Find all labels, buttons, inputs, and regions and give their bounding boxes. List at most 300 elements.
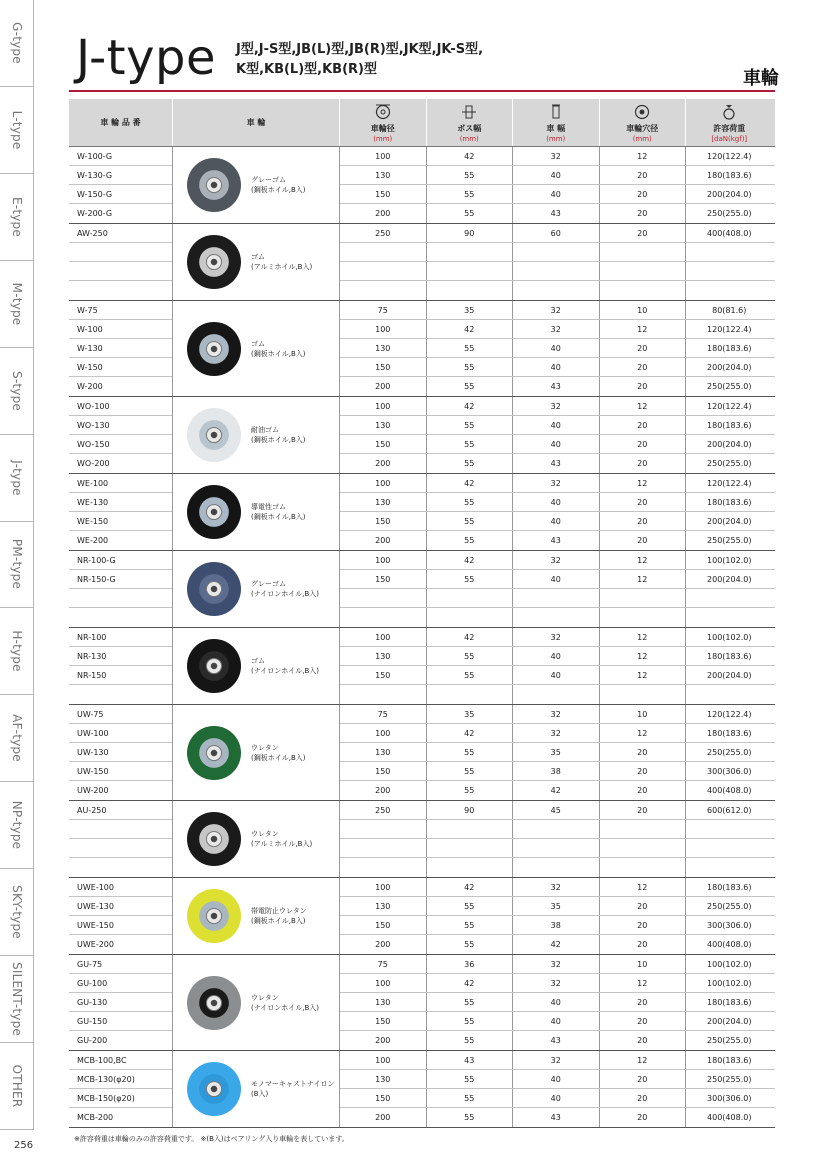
- boss-width-value: 43: [427, 1051, 514, 1069]
- load-value: 120(122.4): [707, 401, 752, 411]
- wheel-width-value: 32: [513, 878, 600, 896]
- wheel-icon: [185, 560, 243, 618]
- table-row: [340, 204, 775, 223]
- bore-value: 12: [600, 320, 687, 338]
- product-code: WE-100: [69, 474, 172, 493]
- wheel-width-value: [513, 858, 600, 877]
- bore-value: 20: [600, 339, 687, 357]
- table-row: [340, 916, 775, 935]
- product-code: W-130-G: [69, 166, 172, 185]
- bore-value: 12: [600, 1051, 687, 1069]
- load-value: 250(255.0): [707, 459, 752, 468]
- table-row: [340, 1031, 775, 1050]
- wheel-width-value: 40: [513, 358, 600, 376]
- hub-type-label: (ナイロンホイル,B入): [251, 667, 319, 675]
- product-group: [69, 801, 775, 878]
- product-code: W-200: [77, 382, 103, 391]
- diameter-value: 250: [340, 801, 427, 819]
- load-capacity-icon: [721, 104, 737, 120]
- bore-value: 10: [600, 301, 687, 319]
- wheel-icon: [185, 637, 243, 695]
- side-tab[interactable]: H-type: [0, 608, 34, 695]
- bore-value: 20: [600, 762, 687, 780]
- boss-width-value: [427, 820, 514, 838]
- wheel-width-value: 32: [513, 955, 600, 973]
- side-tab[interactable]: G-type: [0, 0, 34, 87]
- diameter-value: 100: [340, 974, 427, 992]
- load-value: [686, 281, 773, 300]
- diameter-value: 150: [340, 570, 427, 588]
- load-value: 180(183.6): [707, 343, 752, 353]
- bore-value: 20: [600, 204, 687, 223]
- boss-width-value: [427, 858, 514, 877]
- type-list-line1: J型,J-S型,JB(L)型,JB(R)型,JK型,JK-S型,: [236, 42, 484, 57]
- side-tab[interactable]: PM-type: [0, 522, 34, 609]
- product-code: UW-100: [69, 724, 172, 743]
- table-row: [340, 551, 775, 570]
- table-row: [340, 493, 775, 512]
- bore-value: [600, 589, 687, 607]
- product-code: UW-150: [69, 762, 172, 781]
- boss-width-value: 55: [427, 512, 514, 530]
- product-group: [69, 628, 775, 705]
- wheel-width-value: [513, 839, 600, 857]
- wheel-icon: [185, 974, 243, 1032]
- table-row: [340, 339, 775, 358]
- load-value: 180(183.6): [707, 728, 752, 738]
- diameter-value: 100: [340, 1051, 427, 1069]
- diameter-value: [340, 608, 427, 627]
- table-row: [340, 416, 775, 435]
- product-group: [69, 1051, 775, 1128]
- product-code: GU-130: [69, 993, 172, 1012]
- product-code: UWE-200: [77, 940, 114, 949]
- boss-width-value: 42: [427, 397, 514, 415]
- side-tab[interactable]: NP-type: [0, 782, 34, 869]
- load-value: [686, 839, 773, 857]
- wheel-icon: [185, 320, 243, 378]
- product-code: WE-130: [69, 493, 172, 512]
- wheel-width-value: 32: [513, 320, 600, 338]
- wheel-photo-cell: [173, 301, 340, 396]
- table-row: [340, 897, 775, 916]
- load-value: [686, 262, 773, 280]
- bore-value: 12: [600, 147, 687, 165]
- table-row: [340, 628, 775, 647]
- load-value: 600(612.0): [707, 805, 752, 815]
- bore-value: 20: [600, 1070, 687, 1088]
- product-code: WO-150: [69, 435, 172, 454]
- boss-width-value: 35: [427, 705, 514, 723]
- page-number: 256: [14, 1140, 34, 1151]
- wheel-photo-cell: [173, 474, 340, 550]
- load-value: [686, 243, 773, 261]
- wheel-icon: [185, 887, 243, 945]
- diameter-value: 150: [340, 1012, 427, 1030]
- diameter-value: 150: [340, 666, 427, 684]
- load-value: 250(255.0): [707, 1074, 752, 1084]
- hub-type-label: (鋼板ホイル,B入): [251, 349, 306, 358]
- diameter-value: 100: [340, 878, 427, 896]
- diameter-value: 130: [340, 993, 427, 1011]
- boss-width-value: 55: [427, 185, 514, 203]
- table-row: [340, 397, 775, 416]
- hub-type-label: (鋼板ホイル,B入): [251, 513, 306, 521]
- product-code: UWE-150: [69, 916, 172, 935]
- product-code: [69, 243, 172, 262]
- product-code: UWE-130: [69, 897, 172, 916]
- section-label: 車輪: [743, 68, 779, 89]
- diameter-value: 150: [340, 916, 427, 934]
- product-code: W-150-G: [69, 185, 172, 204]
- table-row: [340, 147, 775, 166]
- boss-width-value: 55: [427, 435, 514, 453]
- product-code: W-100: [69, 320, 172, 339]
- diameter-value: 75: [340, 301, 427, 319]
- wheel-photo-cell: [173, 878, 340, 954]
- bore-value: [600, 839, 687, 857]
- product-code: [69, 685, 172, 704]
- load-value: 120(122.4): [707, 709, 752, 719]
- diameter-value: 100: [340, 474, 427, 492]
- load-value: 180(183.6): [707, 882, 752, 892]
- bore-value: [600, 685, 687, 704]
- table-row: [340, 243, 775, 262]
- side-tab[interactable]: M-type: [0, 261, 34, 348]
- bore-value: 20: [600, 916, 687, 934]
- load-value: 180(183.6): [707, 651, 752, 661]
- boss-width-value: 55: [427, 762, 514, 780]
- material-label: ウレタン: [251, 993, 279, 1002]
- wheel-width-value: 40: [513, 570, 600, 588]
- load-value: 250(255.0): [707, 1036, 752, 1045]
- col-code: 車 輪 品 番: [69, 99, 173, 146]
- bore-value: 12: [600, 878, 687, 896]
- product-group: [69, 551, 775, 628]
- table-row: [340, 1070, 775, 1089]
- product-code: GU-100: [69, 974, 172, 993]
- wheel-width-value: 40: [513, 993, 600, 1011]
- product-code: W-130: [69, 339, 172, 358]
- boss-width-value: 55: [427, 1089, 514, 1107]
- table-row: [340, 858, 775, 877]
- boss-width-value: 42: [427, 474, 514, 492]
- bore-value: 20: [600, 781, 687, 800]
- table-body: [69, 147, 775, 1128]
- hub-type-label: (アルミホイル,B入): [251, 840, 313, 848]
- side-tab[interactable]: SILENT-type: [0, 956, 34, 1043]
- material-label: ゴム: [251, 657, 265, 665]
- table-row: [340, 358, 775, 377]
- bore-value: 12: [600, 724, 687, 742]
- diameter-value: 150: [340, 512, 427, 530]
- side-tab[interactable]: SKY-type: [0, 869, 34, 956]
- diameter-value: 130: [340, 1070, 427, 1088]
- hub-type-label: (鋼板ホイル,B入): [251, 436, 306, 444]
- boss-width-value: 55: [427, 781, 514, 800]
- material-label: 耐油ゴム: [251, 426, 279, 434]
- boss-width-value: 55: [427, 1108, 514, 1127]
- load-value: 180(183.6): [707, 420, 752, 430]
- product-group: [69, 878, 775, 955]
- diameter-value: 75: [340, 955, 427, 973]
- table-row: [340, 878, 775, 897]
- material-label: ゴム: [251, 339, 265, 348]
- hub-type-label: (鋼板ホイル,B入): [251, 186, 306, 194]
- boss-width-value: 42: [427, 628, 514, 646]
- table-row: [340, 435, 775, 454]
- boss-width-value: 55: [427, 935, 514, 954]
- wheel-icon: [185, 156, 243, 214]
- boss-width-value: 90: [427, 801, 514, 819]
- wheel-width-value: 42: [513, 781, 600, 800]
- diameter-value: 150: [340, 185, 427, 203]
- table-row: [340, 1012, 775, 1031]
- bore-value: 20: [600, 1012, 687, 1030]
- diameter-value: 150: [340, 358, 427, 376]
- diameter-value: [340, 685, 427, 704]
- diameter-value: 75: [340, 705, 427, 723]
- side-tab[interactable]: L-type: [0, 87, 34, 174]
- diameter-value: 130: [340, 743, 427, 761]
- bore-value: [600, 820, 687, 838]
- boss-width-value: 55: [427, 531, 514, 550]
- product-code: WO-100: [69, 397, 172, 416]
- wheel-width-value: [513, 685, 600, 704]
- product-code: MCB-150(φ20): [69, 1089, 172, 1108]
- load-value: 120(122.4): [707, 151, 752, 161]
- load-value: 180(183.6): [707, 997, 752, 1007]
- bore-value: 20: [600, 358, 687, 376]
- wheel-width-value: 40: [513, 339, 600, 357]
- boss-width-value: 55: [427, 377, 514, 396]
- wheel-width-value: [513, 820, 600, 838]
- product-code: W-200-G: [77, 209, 113, 218]
- bore-value: 12: [600, 628, 687, 646]
- diameter-value: 150: [340, 435, 427, 453]
- boss-width-value: 90: [427, 224, 514, 242]
- diameter-value: 100: [340, 320, 427, 338]
- wheel-width-value: 32: [513, 397, 600, 415]
- diameter-value: 130: [340, 897, 427, 915]
- bore-value: 20: [600, 416, 687, 434]
- bore-value: [600, 262, 687, 280]
- boss-width-value: 55: [427, 916, 514, 934]
- diameter-value: 100: [340, 147, 427, 165]
- wheel-width-value: 40: [513, 647, 600, 665]
- wheel-width-value: 32: [513, 301, 600, 319]
- table-row: [340, 647, 775, 666]
- bore-value: 20: [600, 801, 687, 819]
- wheel-width-value: [513, 281, 600, 300]
- diameter-value: 100: [340, 628, 427, 646]
- product-code: UW-75: [69, 705, 172, 724]
- material-label: ウレタン: [251, 743, 279, 752]
- hub-type-label: (ナイロンホイル,B入): [251, 1003, 319, 1012]
- table-row: [340, 762, 775, 781]
- product-group: [69, 397, 775, 474]
- table-row: [340, 1089, 775, 1108]
- wheel-photo-cell: [173, 147, 340, 223]
- wheel-width-value: 40: [513, 185, 600, 203]
- side-tab[interactable]: S-type: [0, 348, 34, 435]
- wheel-width-value: 35: [513, 743, 600, 761]
- wheel-photo-cell: [173, 1051, 340, 1127]
- wheel-photo-cell: [173, 224, 340, 300]
- table-row: [340, 666, 775, 685]
- table-row: [340, 166, 775, 185]
- boss-width-value: [427, 685, 514, 704]
- product-code: UWE-100: [69, 878, 172, 897]
- diameter-value: 130: [340, 166, 427, 184]
- boss-width-value: 42: [427, 974, 514, 992]
- diameter-value: [340, 262, 427, 280]
- product-code: WE-200: [77, 536, 109, 545]
- product-code: WE-150: [69, 512, 172, 531]
- material-label: グレーゴム: [251, 580, 286, 588]
- load-value: 400(408.0): [707, 940, 752, 949]
- wheel-width-value: 32: [513, 147, 600, 165]
- boss-width-value: 55: [427, 647, 514, 665]
- material-label: ウレタン: [251, 830, 279, 838]
- wheel-width-value: 40: [513, 512, 600, 530]
- product-code: [69, 608, 172, 627]
- bore-value: 20: [600, 743, 687, 761]
- wheel-width-value: [513, 608, 600, 627]
- load-value: 200(204.0): [707, 574, 752, 584]
- boss-width-value: [427, 262, 514, 280]
- bore-value: 20: [600, 185, 687, 203]
- boss-width-icon: [461, 104, 477, 120]
- wheel-width-value: 40: [513, 435, 600, 453]
- bore-value: 20: [600, 454, 687, 473]
- load-value: 200(204.0): [707, 670, 752, 680]
- bore-value: 20: [600, 493, 687, 511]
- load-value: [686, 589, 773, 607]
- bore-value: 20: [600, 166, 687, 184]
- side-tab[interactable]: E-type: [0, 174, 34, 261]
- table-row: [340, 705, 775, 724]
- product-code: [69, 839, 172, 858]
- wheel-width-value: 43: [513, 454, 600, 473]
- wheel-photo-cell: [173, 705, 340, 800]
- table-header: [69, 99, 775, 147]
- product-code: MCB-100,BC: [69, 1051, 172, 1070]
- hub-type-label: (鋼板ホイル,B入): [251, 917, 306, 925]
- wheel-width-value: 35: [513, 897, 600, 915]
- product-code: WO-130: [69, 416, 172, 435]
- side-tab[interactable]: J-type: [0, 435, 34, 522]
- hub-type-label: (B入): [251, 1090, 269, 1098]
- side-tab[interactable]: OTHER: [0, 1043, 34, 1130]
- table-row: [340, 474, 775, 493]
- boss-width-value: 42: [427, 551, 514, 569]
- load-value: 100(102.0): [707, 555, 752, 565]
- wheel-photo-cell: [173, 955, 340, 1050]
- load-value: 300(306.0): [707, 920, 752, 930]
- product-code: [69, 858, 172, 877]
- material-label: グレーゴム: [251, 176, 286, 184]
- product-code: [69, 820, 172, 839]
- wheel-width-value: 40: [513, 1012, 600, 1030]
- hub-type-label: (鋼板ホイル,B入): [251, 753, 306, 762]
- bore-value: [600, 281, 687, 300]
- diameter-value: 100: [340, 397, 427, 415]
- diameter-value: [340, 281, 427, 300]
- product-code: AW-250: [69, 224, 172, 243]
- diameter-value: 200: [340, 454, 427, 473]
- product-code: NR-150-G: [69, 570, 172, 589]
- load-value: 250(255.0): [707, 747, 752, 757]
- hub-type-label: (ナイロンホイル,B入): [251, 590, 319, 598]
- wheel-icon: [185, 810, 243, 868]
- wheel-width-value: 45: [513, 801, 600, 819]
- wheel-width-value: 43: [513, 531, 600, 550]
- wheel-width-value: 60: [513, 224, 600, 242]
- bore-value: 12: [600, 974, 687, 992]
- product-code: [69, 281, 172, 300]
- wheel-icon: [185, 1060, 243, 1118]
- wheel-icon: [185, 483, 243, 541]
- load-value: 300(306.0): [707, 1093, 752, 1103]
- side-index: [0, 0, 34, 1130]
- boss-width-value: 55: [427, 570, 514, 588]
- bore-value: 20: [600, 993, 687, 1011]
- bore-value: 12: [600, 474, 687, 492]
- bore-value: 10: [600, 705, 687, 723]
- diameter-value: 250: [340, 224, 427, 242]
- wheel-photo-cell: [173, 628, 340, 704]
- table-row: [340, 608, 775, 627]
- boss-width-value: 55: [427, 204, 514, 223]
- bore-value: 20: [600, 531, 687, 550]
- diameter-value: 150: [340, 762, 427, 780]
- load-value: 120(122.4): [707, 478, 752, 488]
- table-row: [340, 724, 775, 743]
- table-row: [340, 801, 775, 820]
- type-list-line2: K型,KB(L)型,KB(R)型: [236, 62, 377, 77]
- load-value: 180(183.6): [707, 497, 752, 507]
- diameter-value: 200: [340, 377, 427, 396]
- table-row: [340, 993, 775, 1012]
- table-row: [340, 281, 775, 300]
- boss-width-value: 55: [427, 993, 514, 1011]
- diameter-value: 130: [340, 339, 427, 357]
- side-tab[interactable]: AF-type: [0, 695, 34, 782]
- product-code: UW-130: [69, 743, 172, 762]
- page-title: J-type: [76, 30, 216, 86]
- diameter-value: 200: [340, 935, 427, 954]
- material-label: 帯電防止ウレタン: [251, 907, 307, 915]
- diameter-value: 130: [340, 493, 427, 511]
- boss-width-value: 55: [427, 1070, 514, 1088]
- boss-width-value: 35: [427, 301, 514, 319]
- table-row: [340, 743, 775, 762]
- table-row: [340, 820, 775, 839]
- bore-value: 20: [600, 512, 687, 530]
- wheel-width-value: 40: [513, 666, 600, 684]
- wheel-diameter-icon: [375, 104, 391, 120]
- boss-width-value: 55: [427, 454, 514, 473]
- wheel-width-value: 43: [513, 1108, 600, 1127]
- boss-width-value: 55: [427, 1031, 514, 1050]
- diameter-value: 130: [340, 647, 427, 665]
- wheel-spec-table: [69, 99, 775, 1128]
- wheel-photo-cell: [173, 397, 340, 473]
- diameter-value: [340, 858, 427, 877]
- diameter-value: 150: [340, 1089, 427, 1107]
- table-row: [340, 531, 775, 550]
